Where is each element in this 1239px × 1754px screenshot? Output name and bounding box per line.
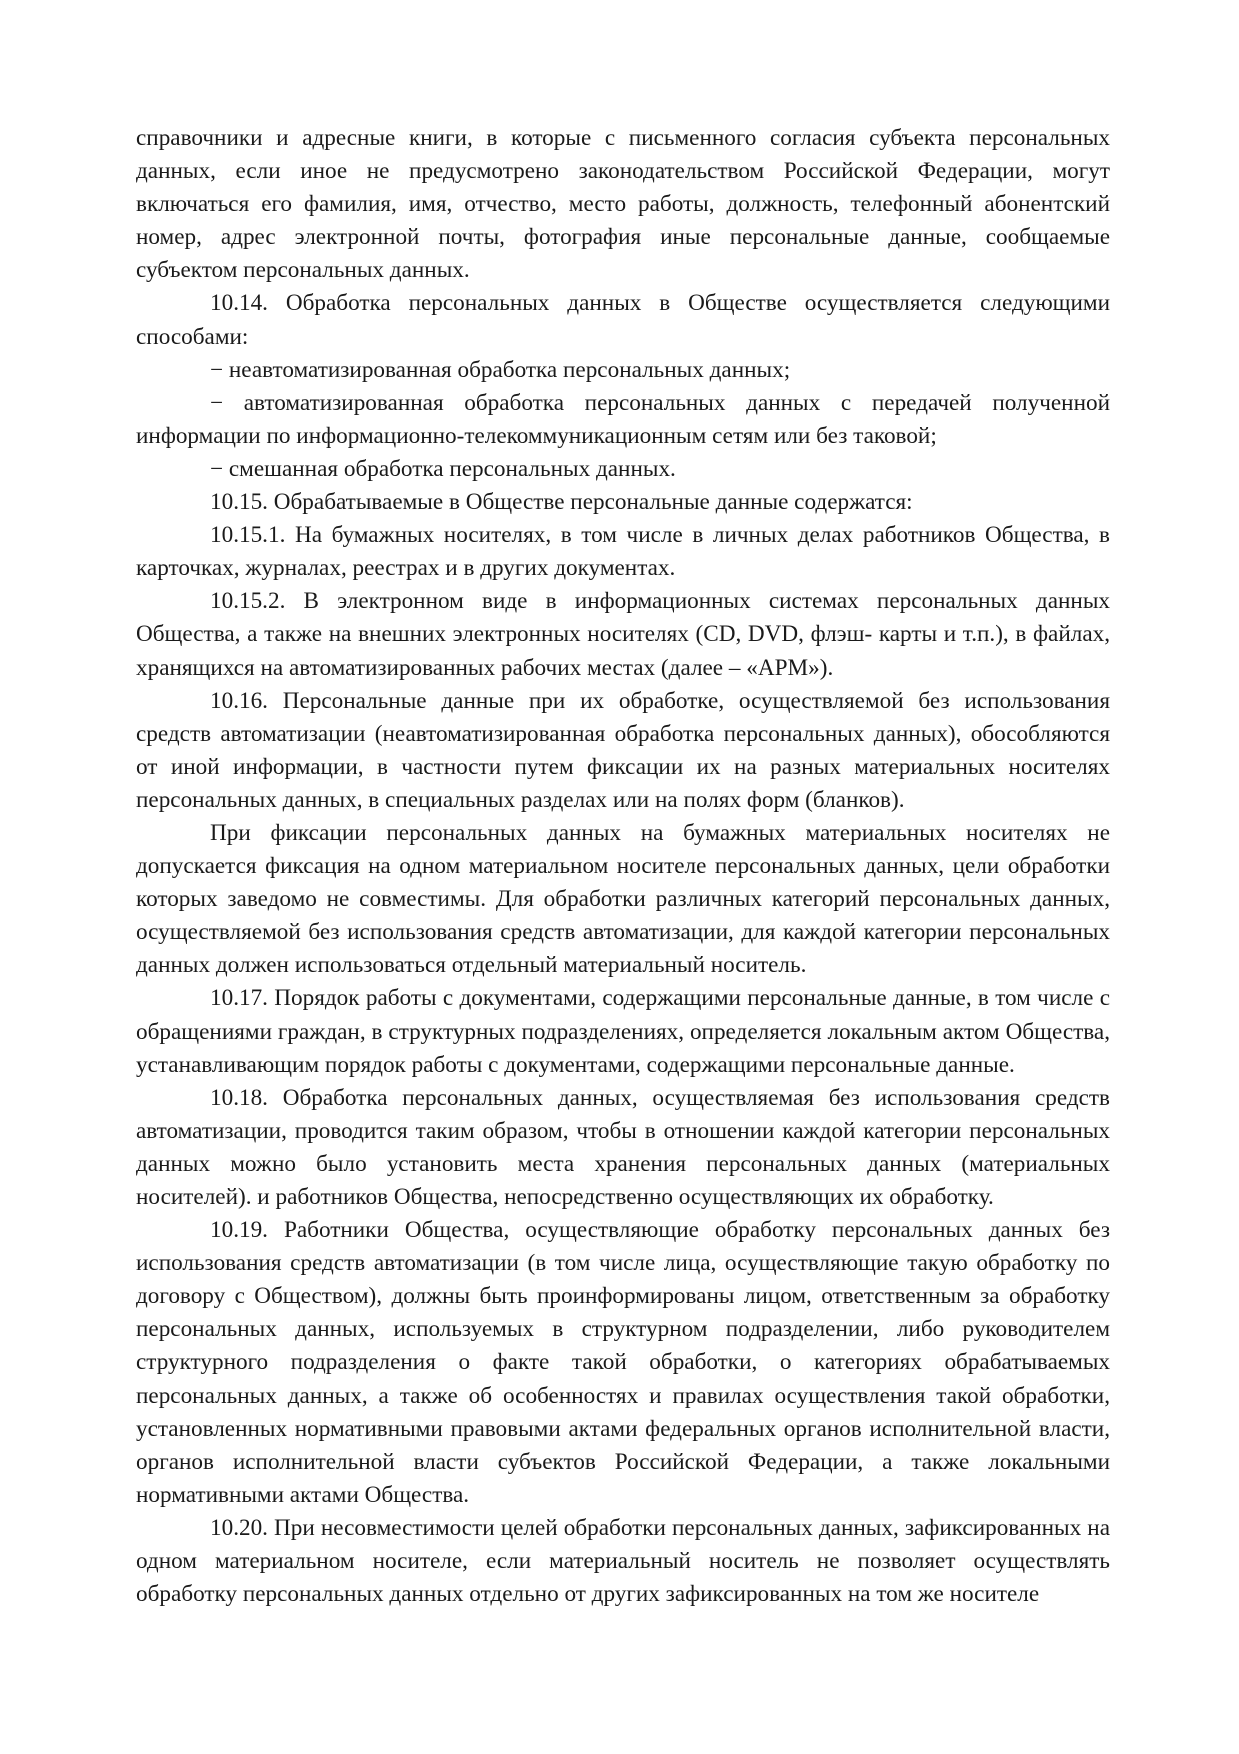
paragraph-10-15-1: 10.15.1. На бумажных носителях, в том числе в личных делах работников Общества, в карточках, журналах, реестрах и в других документах. — [136, 522, 1110, 582]
paragraph-continuation: справочники и адресные книги, в которые с письменного согласия субъекта персональных данных, если иное не предусмотрено законодательством Российской Федерации, могут включаться его фамилия, имя, отчество, место работы, должность, телефонный абонентский номер, адрес электронной почты, фотография иные персональные данные, сообщаемые субъектом персональных данных. — [136, 125, 1110, 284]
list-item: − автоматизированная обработка персональных данных с передачей полученной информации по информационно-телекоммуникационным сетям или без таковой; — [136, 389, 1110, 449]
list-item: − смешанная обработка персональных данных. — [210, 455, 676, 482]
paragraph-10-15: 10.15. Обрабатываемые в Обществе персональные данные содержатся: — [210, 489, 913, 516]
paragraph-10-15-2: 10.15.2. В электронном виде в информационных системах персональных данных Общества, а также на внешних электронных носителях (CD, DVD, флэш- карты и т.п.), в файлах, хранящихся на автоматизированных рабочих местах (далее – «АРМ»). — [136, 588, 1110, 681]
paragraph-10-19: 10.19. Работники Общества, осуществляющие обработку персональных данных без использования средств автоматизации (в том числе лица, осуществляющие такую обработку по договору с Обществом), должны быть проинформированы лицом, ответственным за обработку персональных данных, используемых в структурном подразделении, либо руководителем структурного подразделения о факте такой обработки, о категориях обрабатываемых персональных данных, а также об особенностях и правилах осуществления такой обработки, установленных нормативными правовыми актами федеральных органов исполнительной власти, органов исполнительной власти субъектов Российской Федерации, а также локальными нормативными актами Общества. — [136, 1217, 1110, 1508]
paragraph-10-17: 10.17. Порядок работы с документами, содержащими персональные данные, в том числе с обращениями граждан, в структурных подразделениях, определяется локальным актом Общества, устанавливающим порядок работы с документами, содержащими персональные данные. — [136, 985, 1110, 1078]
paragraph-10-14: 10.14. Обработка персональных данных в Обществе осуществляется следующими способами: — [136, 290, 1110, 350]
paragraph-10-20: 10.20. При несовместимости целей обработки персональных данных, зафиксированных на одном материальном носителе, если материальный носитель не позволяет осуществлять обработку персональных данных отдельно от других зафиксированных на том же носителе — [136, 1514, 1110, 1608]
paragraph-10-16-cont: При фиксации персональных данных на бумажных материальных носителях не допускается фиксация на одном материальном носителе персональных данных, цели обработки которых заведомо не совместимы. Для обработки различных категорий персональных данных, осуществляемой без использования средств автоматизации, для каждой категории персональных данных должен использоваться отдельный материальный носитель. — [136, 819, 1110, 979]
document-body — [136, 122, 1110, 1611]
list-item: − неавтоматизированная обработка персональных данных; — [210, 356, 791, 383]
paragraph-10-18: 10.18. Обработка персональных данных, осуществляемая без использования средств автоматизации, проводится таким образом, чтобы в отношении каждой категории персональных данных можно было установить места хранения персональных данных (материальных носителей). и работников Общества, непосредственно осуществляющих их обработку. — [136, 1084, 1110, 1210]
paragraph-10-16: 10.16. Персональные данные при их обработке, осуществляемой без использования средств автоматизации (неавтоматизированная обработка персональных данных), обособляются от иной информации, в частности путем фиксации их на разных материальных носителях персональных данных, в специальных разделах или на полях форм (бланков). — [136, 687, 1110, 813]
